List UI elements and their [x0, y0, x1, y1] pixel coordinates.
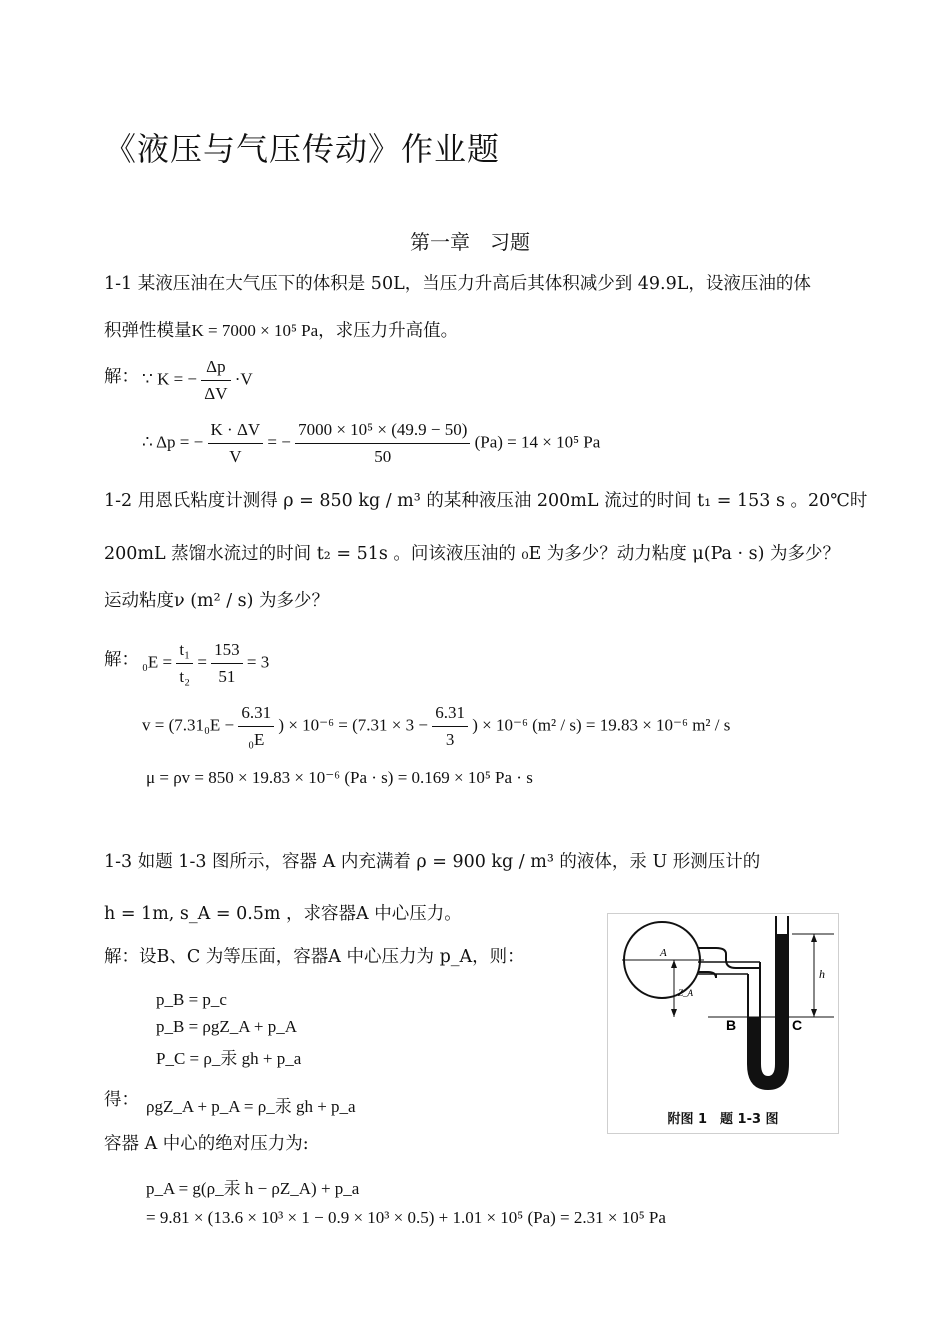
- q1-eq2-fraction1: [208, 420, 264, 467]
- q1-bulk-modulus: K = 7000 × 10⁵ Pa: [191, 321, 319, 340]
- q3-solution-line1: 解：设B、C 为等压面，容器A 中心压力为 p_A，则：: [104, 947, 525, 967]
- figure-caption: 附图 1 题 1-3 图: [667, 1112, 779, 1127]
- u-tube-manometer-diagram: [608, 914, 838, 1104]
- q1-solution-label: 解：: [104, 367, 139, 387]
- q2-eq-v-frac1: [238, 703, 274, 750]
- q3-text-line1: 1-3 如题 1-3 图所示，容器 A 内充满着 ρ = 900 kg / m³ 的液体，汞 U 形测压计的: [104, 852, 761, 872]
- label-b: B: [726, 1017, 737, 1033]
- q2-eq-v-b: ) × 10⁻⁶ = (7.31 × 3 −: [278, 715, 428, 735]
- q3-eq2: p_B = ρgZ_A + p_A: [156, 1017, 297, 1036]
- q2-eq-mu: μ = ρv = 850 × 19.83 × 10⁻⁶ (Pa · s) = 0.169 × 10⁵ Pa · s: [146, 768, 533, 787]
- q1-eq1-den: ΔV: [204, 384, 228, 403]
- q2-eq-e-eq: =: [197, 652, 207, 672]
- q2-text-line1: 1-2 用恩氏粘度计测得 ρ = 850 kg / m³ 的某种液压油 200mL 流过的时间 t₁ = 153 s 。20℃时: [104, 491, 868, 511]
- q1-eq2-num1: K · ΔV: [208, 420, 264, 444]
- q3-eq1: p_B = p_c: [156, 990, 227, 1009]
- u-tube-inner: [760, 916, 776, 1077]
- label-a: A: [660, 947, 667, 959]
- q2-eq-e-frac1: [176, 640, 193, 687]
- q2-text-line3: 运动粘度ν (m² / s) 为多少？: [104, 591, 330, 611]
- q3-get-eq: ρgZ_A + p_A = ρ_汞 gh + p_a: [146, 1097, 356, 1116]
- q2-eq-v: [142, 703, 730, 750]
- q1-eq2-num2: 7000 × 10⁵ × (49.9 − 50): [295, 420, 470, 444]
- q2-eq-e-rhs: = 3: [246, 652, 270, 672]
- q1-eq1: [142, 357, 253, 404]
- q3-get-label: 得：: [104, 1090, 139, 1110]
- figure-1-3: [607, 913, 839, 1134]
- label-c: C: [792, 1017, 803, 1033]
- q2-eq-e-den1: t₂: [179, 667, 191, 686]
- q2-eq-v-num2: 6.31: [432, 703, 468, 727]
- q3-abs-label: 容器 A 中心的绝对压力为:: [104, 1134, 309, 1154]
- q1-eq2-lhs: ∴ Δp = −: [142, 432, 204, 452]
- q2-eq-e-lhs: ₀E =: [142, 652, 173, 672]
- q2-eq-v-den2: 3: [445, 730, 455, 749]
- q1-line2-post: ，求压力升高值。: [318, 321, 459, 341]
- label-h: h: [819, 967, 825, 981]
- q2-eq-v-den1: ₀E: [248, 730, 265, 749]
- q1-eq1-lhs: ∵ K = −: [142, 369, 198, 389]
- q1-eq2-den2: 50: [374, 447, 392, 466]
- q1-text-line2: [104, 322, 458, 341]
- q2-text-line2: 200mL 蒸馏水流过的时间 t₂ = 51s 。问该液压油的 ₀E 为多少？动力粘度 μ(Pa · s) 为多少？: [104, 544, 841, 564]
- q2-eq-e-num2: 153: [211, 640, 243, 664]
- document-title: 《液压与气压传动》作业题: [104, 130, 501, 168]
- q1-eq1-rhs: ·V: [234, 369, 253, 389]
- q2-eq-e-num1: t₁: [176, 640, 193, 664]
- q3-eq3: P_C = ρ_汞 gh + p_a: [156, 1049, 302, 1068]
- chapter-heading: 第一章 习题: [410, 230, 530, 254]
- q3-abs-eq1: p_A = g(ρ_汞 h − ρZ_A) + p_a: [146, 1179, 360, 1198]
- q1-eq2: [142, 420, 600, 467]
- q3-text-line2: h = 1m, s_A = 0.5m ，求容器A 中心压力。: [104, 904, 462, 924]
- q1-line2-pre: 积弹性模量: [104, 321, 192, 341]
- q1-eq2-mid: = −: [267, 432, 291, 452]
- mercury-column: [748, 934, 788, 1089]
- q1-text-line1: 1-1 某液压油在大气压下的体积是 50L，当压力升高后其体积减少到 49.9L，设液压油的体: [104, 274, 811, 294]
- q2-eq-v-frac2: [432, 703, 468, 750]
- q2-eq-e: [142, 640, 269, 687]
- q2-eq-v-num1: 6.31: [238, 703, 274, 727]
- q2-eq-e-frac2: [211, 640, 243, 687]
- q2-eq-e-den2: 51: [218, 667, 236, 686]
- q2-solution-label: 解：: [104, 650, 139, 670]
- q2-eq-v-c: ) × 10⁻⁶ (m² / s) = 19.83 × 10⁻⁶ m² / s: [472, 715, 731, 735]
- q1-eq2-rhs: (Pa) = 14 × 10⁵ Pa: [474, 432, 601, 452]
- q1-eq2-den1: V: [229, 447, 242, 466]
- q1-eq1-fraction: [201, 357, 230, 404]
- label-z: Z_A: [678, 988, 694, 998]
- q1-eq1-num: Δp: [201, 357, 230, 381]
- q2-eq-v-a: v = (7.31₀E −: [142, 715, 235, 735]
- q3-abs-eq2: = 9.81 × (13.6 × 10³ × 1 − 0.9 × 10³ × 0.5) + 1.01 × 10⁵ (Pa) = 2.31 × 10⁵ Pa: [146, 1208, 666, 1227]
- q1-eq2-fraction2: [295, 420, 470, 467]
